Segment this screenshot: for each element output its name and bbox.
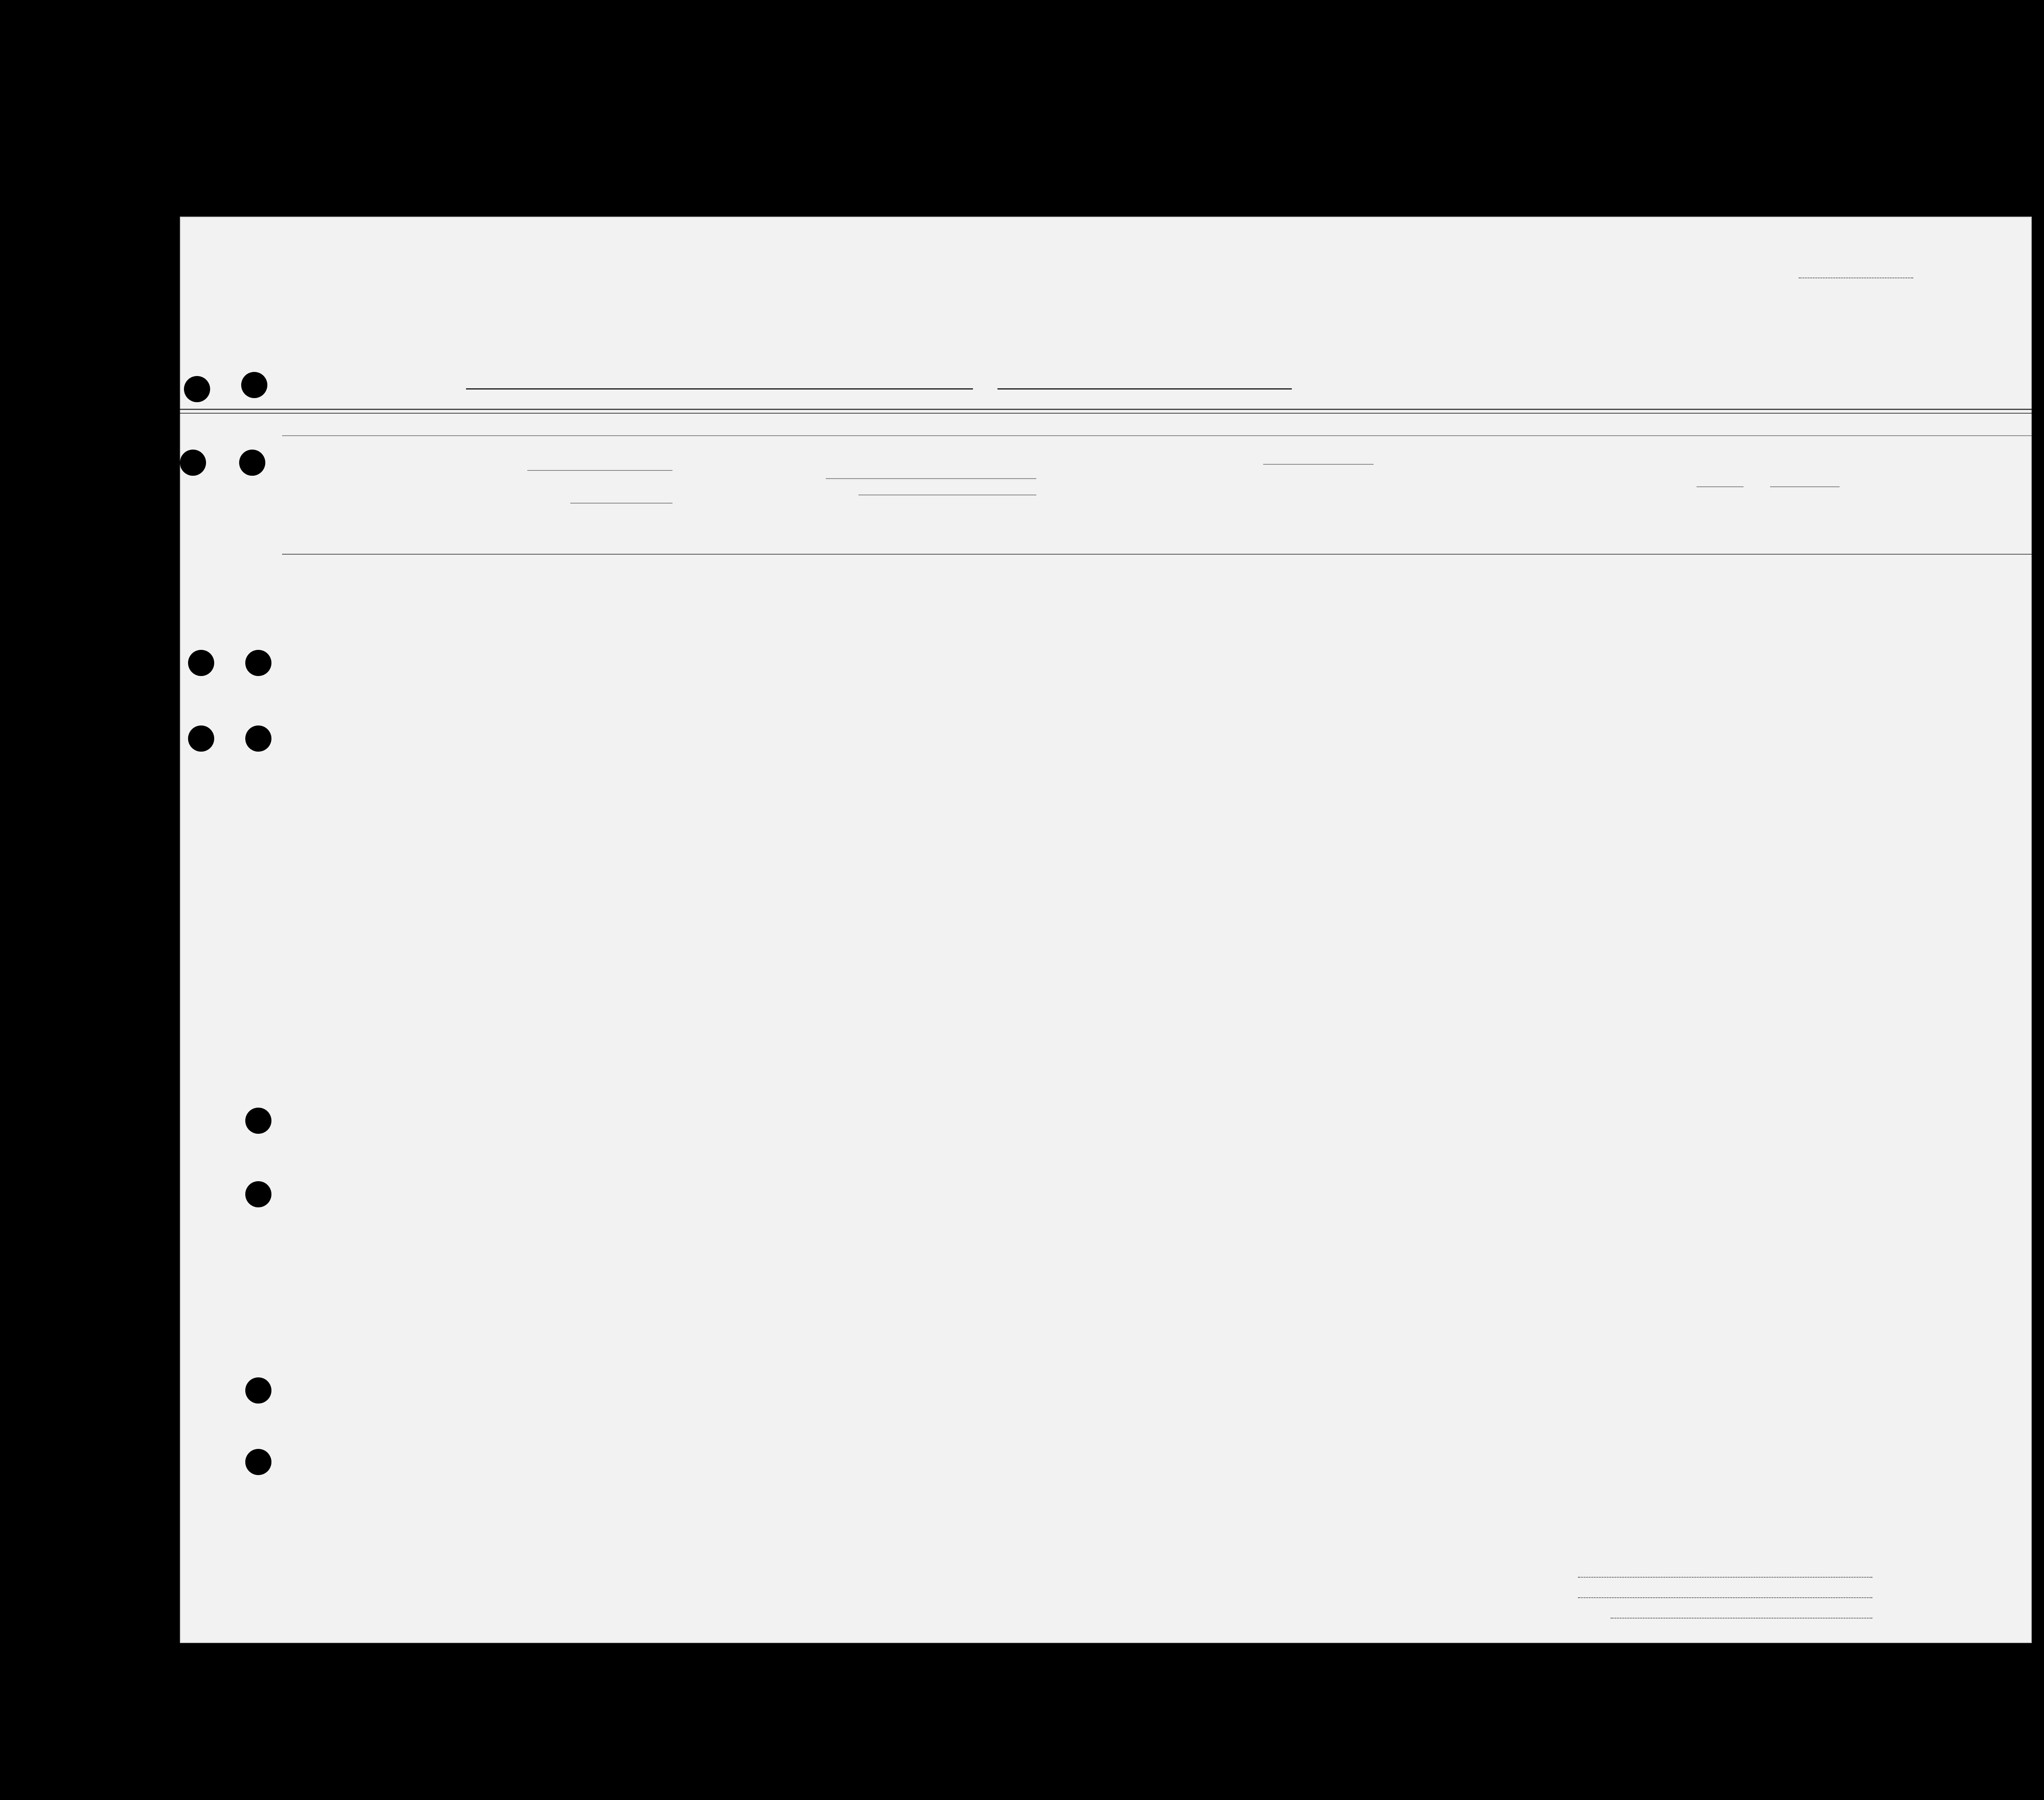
punch-hole: [188, 725, 214, 752]
header-rule: [180, 409, 2032, 410]
rule-18-top: [527, 470, 672, 471]
list-label: [1799, 260, 1913, 284]
port-line: [466, 388, 973, 390]
punch-hole: [239, 450, 265, 476]
owners-field: [1578, 1597, 1872, 1598]
punch-hole: [188, 650, 214, 676]
punch-hole: [245, 1449, 271, 1475]
rule-18-mid: [570, 503, 672, 504]
punch-hole: [245, 1377, 271, 1404]
film-edge-lettering: [0, 0, 2044, 90]
manifest-sheet: [180, 217, 2032, 1643]
date-line: [997, 388, 1292, 390]
punch-hole: [245, 1108, 271, 1134]
rule-22-top: [826, 478, 1036, 479]
line-field: [1578, 1577, 1872, 1578]
rule-34: [1697, 486, 1744, 487]
punch-hole: [245, 1181, 271, 1207]
header-bottom-rule: [282, 554, 2032, 555]
punch-hole: [184, 376, 210, 402]
colnum-rule: [282, 435, 2032, 436]
punch-hole: [180, 450, 206, 476]
rule-24: [1263, 464, 1374, 465]
header-rule-2: [180, 413, 2032, 414]
rule-36: [1770, 486, 1840, 487]
punch-hole: [241, 372, 267, 398]
punch-hole: [245, 650, 271, 676]
local-agents-field: [1611, 1618, 1872, 1619]
punch-hole: [245, 725, 271, 752]
